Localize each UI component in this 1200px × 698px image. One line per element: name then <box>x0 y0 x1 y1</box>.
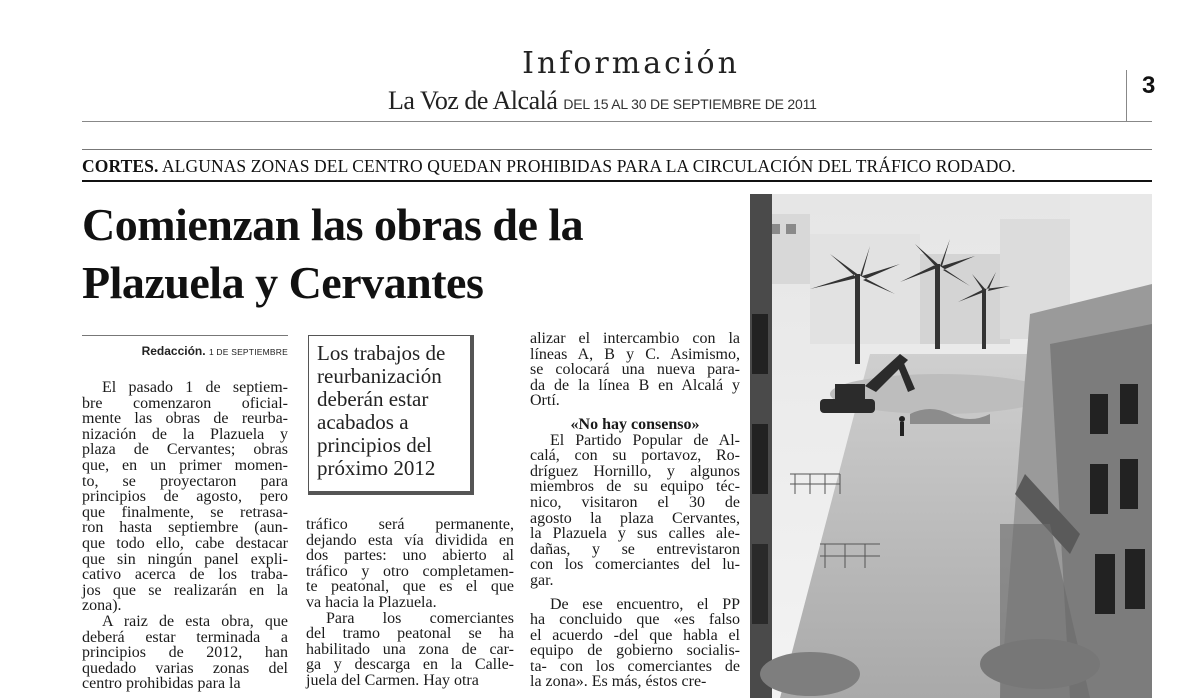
text-line: te peatonal, que es el que <box>306 578 514 596</box>
text-line: del tramo peatonal se ha <box>306 625 514 643</box>
text-line: da de la línea B en Alcalá y <box>530 376 740 394</box>
text-line: cativo acerca de los traba- <box>82 566 288 584</box>
headline-line-1: Comienzan las obras de la <box>82 199 584 250</box>
text-line: nico, visitaron el 30 de <box>530 493 740 511</box>
text-line: ga y descarga en la Calle- <box>306 656 514 674</box>
text-line: va hacia la Plazuela. <box>306 593 437 611</box>
text-line: El Partido Popular de Al- <box>550 431 740 449</box>
text-line: se colocará una nueva para- <box>530 361 740 379</box>
text-line: que todo ello, cabe destacar <box>82 534 288 552</box>
pull-quote-line: próximo 2012 <box>317 456 436 480</box>
kicker-text: ALGUNAS ZONAS DEL CENTRO QUEDAN PROHIBIDAS PARA LA CIRCULACIÓN DEL TRÁFICO RODADO. <box>158 156 1016 176</box>
text-line: que finalmente, se retrasa- <box>82 503 288 521</box>
text-line: to, se proyectaron para <box>82 472 288 490</box>
byline-author: Redacción. <box>141 344 206 358</box>
text-line: ha concluido que «es falso <box>530 611 740 629</box>
text-line: principios de agosto, pero <box>82 488 288 506</box>
paragraph <box>306 611 514 689</box>
text-line: dejando esta vía dividida en <box>306 531 514 549</box>
text-line: principios de 2012, han <box>82 644 288 662</box>
text-line: nización de la Plazuela y <box>82 425 288 443</box>
text-line: zona). <box>82 597 122 615</box>
text-line: ron hasta septiembre (aun- <box>82 519 288 537</box>
text-line: jos que se realizarán en la <box>82 581 288 599</box>
page-number: 3 <box>1142 72 1156 99</box>
text-line: dríguez Hornillo, y algunos <box>530 462 740 480</box>
text-line: calá, con su portavoz, Ro- <box>530 447 740 465</box>
byline <box>82 344 288 358</box>
pull-quote-line: Los trabajos de <box>317 341 446 365</box>
text-line: agosto la plaza Cervantes, <box>530 509 740 527</box>
text-line: la zona». Es más, éstos cre- <box>530 673 707 691</box>
text-line: deberá estar terminada a <box>82 628 288 646</box>
text-line: El pasado 1 de septiem- <box>102 379 288 396</box>
text-line: tráfico será permanente, <box>306 516 514 533</box>
issue-date: DEL 15 AL 30 DE SEPTIEMBRE DE 2011 <box>563 96 817 112</box>
text-line: Ortí. <box>530 392 560 410</box>
text-line: mente las obras de reurba- <box>82 410 288 428</box>
paragraph <box>82 614 288 692</box>
text-line: que, en un primer momen- <box>82 456 288 474</box>
pull-quote <box>308 335 474 495</box>
pull-quote-line: reurbanización <box>317 364 442 388</box>
byline-date: 1 DE SEPTIEMBRE <box>208 347 288 357</box>
text-line: dañas, y se entrevistaron <box>530 540 740 558</box>
street-works-photo <box>750 194 1152 698</box>
masthead <box>388 86 817 116</box>
section-title: Información <box>522 46 740 81</box>
text-line: alizar el intercambio con la <box>530 330 740 347</box>
text-line: De ese encuentro, el PP <box>550 595 740 613</box>
text-line: ta- con los comerciantes de <box>530 657 740 675</box>
header-rule <box>82 121 1152 122</box>
text-line: miembros de su equipo téc- <box>530 478 740 496</box>
text-line: A raiz de esta obra, que <box>102 612 288 630</box>
text-line: quedado varias zonas del <box>82 659 288 677</box>
article-column-3 <box>530 331 740 690</box>
kicker-rule-top <box>82 149 1152 150</box>
text-line: Para los comerciantes <box>326 609 514 627</box>
text-line: habilitado una zona de car- <box>306 640 514 658</box>
text-line: con los comerciantes del lu- <box>530 556 740 574</box>
kicker-rule-bottom <box>82 180 1152 182</box>
paragraph <box>530 331 740 409</box>
article-column-1 <box>82 380 288 692</box>
article-subhead: «No hay consenso» <box>570 415 700 433</box>
byline-rule <box>82 335 288 336</box>
text-line: plaza de Cervantes; obras <box>82 441 288 459</box>
headline <box>82 196 732 312</box>
headline-line-2: Plazuela y Cervantes <box>82 257 484 308</box>
pull-quote-line: principios del <box>317 433 432 457</box>
paragraph <box>530 597 740 691</box>
paragraph <box>530 433 740 589</box>
publication-name: La Voz de Alcalá <box>388 86 558 115</box>
page-number-divider <box>1126 70 1127 122</box>
street-works-photo-drawing <box>750 194 1152 698</box>
text-line: bre comenzaron oficial- <box>82 394 288 412</box>
text-line: dos partes: uno abierto al <box>306 547 514 565</box>
text-line: la Plazuela y sus calles ale- <box>530 525 740 543</box>
text-line: tráfico y otro completamen- <box>306 562 514 580</box>
text-line: juela del Carmen. Hay otra <box>306 671 479 689</box>
paragraph <box>82 380 288 614</box>
paragraph <box>306 517 514 611</box>
text-line: gar. <box>530 571 554 589</box>
pull-quote-line: acabados a <box>317 410 409 434</box>
article-column-2 <box>306 517 514 689</box>
kicker <box>82 156 1016 177</box>
text-line: el acuerdo -del que habla el <box>530 626 740 644</box>
text-line: centro prohibidas para la <box>82 675 241 693</box>
text-line: equipo de gobierno socialis- <box>530 642 740 660</box>
pull-quote-line: deberán estar <box>317 387 429 411</box>
text-line: líneas A, B y C. Asimismo, <box>530 345 740 363</box>
kicker-label: CORTES. <box>82 156 159 176</box>
text-line: que sin ningún panel expli- <box>82 550 288 568</box>
